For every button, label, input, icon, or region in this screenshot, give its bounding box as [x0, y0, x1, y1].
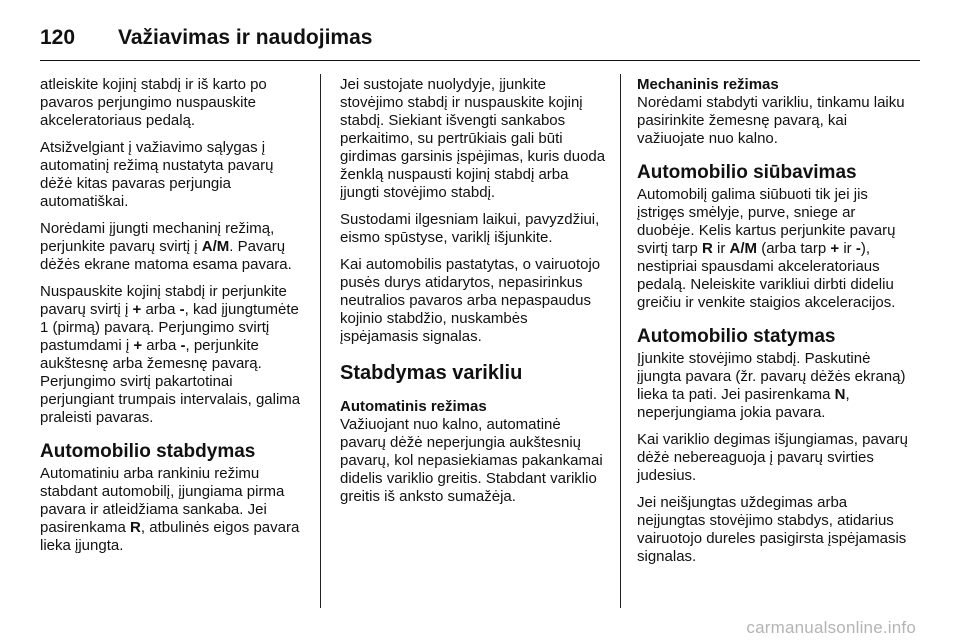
- section-heading-engine-braking: Stabdymas varikliu: [340, 362, 523, 384]
- header-rule: [40, 60, 920, 61]
- section-heading-rocking: Automobilio siūbavimas: [637, 162, 857, 183]
- section-heading-parking: Automobilio statymas: [637, 326, 836, 347]
- watermark: carmanualsonline.info: [746, 618, 916, 637]
- column-1: [40, 76, 305, 622]
- section-heading-stopping: Automobilio stabdymas: [40, 441, 256, 462]
- paragraph: Automatiniu arba rankiniu režimu stabdant automobilį, įjungiama pirma pavara ir atleidžiama sankaba. Jei pasirenkama R, atbulinės eigos pavara lieka įjungta.: [40, 465, 300, 554]
- page-title: Važiavimas ir naudojimas: [118, 26, 373, 49]
- paragraph: Kai variklio degimas išjungiamas, pavarų dėžė nebereaguoja į pavarų svirties judesius.: [637, 431, 908, 484]
- column-2: [340, 76, 607, 622]
- column-3: [637, 76, 912, 622]
- paragraph: Atsižvelgiant į važiavimo sąlygas į automatinį režimą nustatyta pavarų dėžė kitas pavaras perjungia automatiškai.: [40, 139, 274, 210]
- column-divider-1: [320, 74, 321, 608]
- paragraph: Norėdami stabdyti varikliu, tinkamu laiku pasirinkite žemesnę pavarą, kai važiuojate nuo kalno.: [637, 94, 905, 147]
- page-number: 120: [40, 26, 76, 49]
- paragraph: Jei neišjungtas uždegimas arba neįjungtas stovėjimo stabdys, atidarius vairuotojo dureles pasigirsta įspėjamasis signalas.: [637, 494, 907, 565]
- paragraph: Važiuojant nuo kalno, automatinė pavarų dėžė neperjungia aukštesnių pavarų, kol nepasiekiamas pakankamai didelis variklio greitis. Stabdant variklio greitis iš anksto sumažėja.: [340, 416, 603, 505]
- paragraph: Įjunkite stovėjimo stabdį. Paskutinė įjungta pavara (žr. pavarų dėžės ekraną) lieka ta pati. Jei pasirenkama N, neperjungiama jokia pavara.: [637, 350, 906, 421]
- paragraph: Sustodami ilgesniam laikui, pavyzdžiui, eismo spūstyse, variklį išjunkite.: [340, 211, 600, 246]
- paragraph: Automobilį galima siūbuoti tik jei jis įstrigęs smėlyje, purve, sniege ar duobėje. Kelis kartus perjunkite pavarų svirtį tarp R ir A/M (arba tarp + ir -), nestipriai spausdami akceleratoriaus pedalą. Neleiskite varikliui dirbti dideliu greičiu ir venkite staigios akceleracijos.: [637, 186, 896, 311]
- subheading-automatic-mode: Automatinis režimas: [340, 398, 487, 415]
- paragraph: Kai automobilis pastatytas, o vairuotojo pusės durys atidarytos, nepasirinkus neutralios pavaros arba nepaspaudus kojinio stabdžio, nuskambės įspėjamasis signalas.: [340, 256, 601, 345]
- column-divider-2: [620, 74, 621, 608]
- subheading-manual-mode: Mechaninis režimas: [637, 76, 779, 93]
- paragraph: Jei sustojate nuolydyje, įjunkite stovėjimo stabdį ir nuspauskite kojinį stabdį. Siekiant išvengti sankabos perkaitimo, su pertrūkiais gali būti girdimas garsinis įspėjimas, kuris duoda ženklą nuspausti kojinį stabdį arba įjungti stovėjimo stabdį.: [340, 76, 606, 201]
- paragraph: atleiskite kojinį stabdį ir iš karto po pavaros perjungimo nuspauskite akceleratoriaus pedalą.: [40, 76, 267, 129]
- page-header: [40, 18, 920, 58]
- paragraph: Norėdami įjungti mechaninį režimą, perjunkite pavarų svirtį į A/M. Pavarų dėžės ekrane matoma esama pavara.: [40, 220, 292, 273]
- paragraph: Nuspauskite kojinį stabdį ir perjunkite pavarų svirtį į + arba -, kad įjungtumėte 1 (pirmą) pavarą. Perjungimo svirtį pastumdami į + arba -, perjunkite aukštesnę arba žemesnę pavarą. Perjungimo svirtį pakartotinai perjungiant trumpais intervalais, galima praleisti pavaras.: [40, 283, 301, 426]
